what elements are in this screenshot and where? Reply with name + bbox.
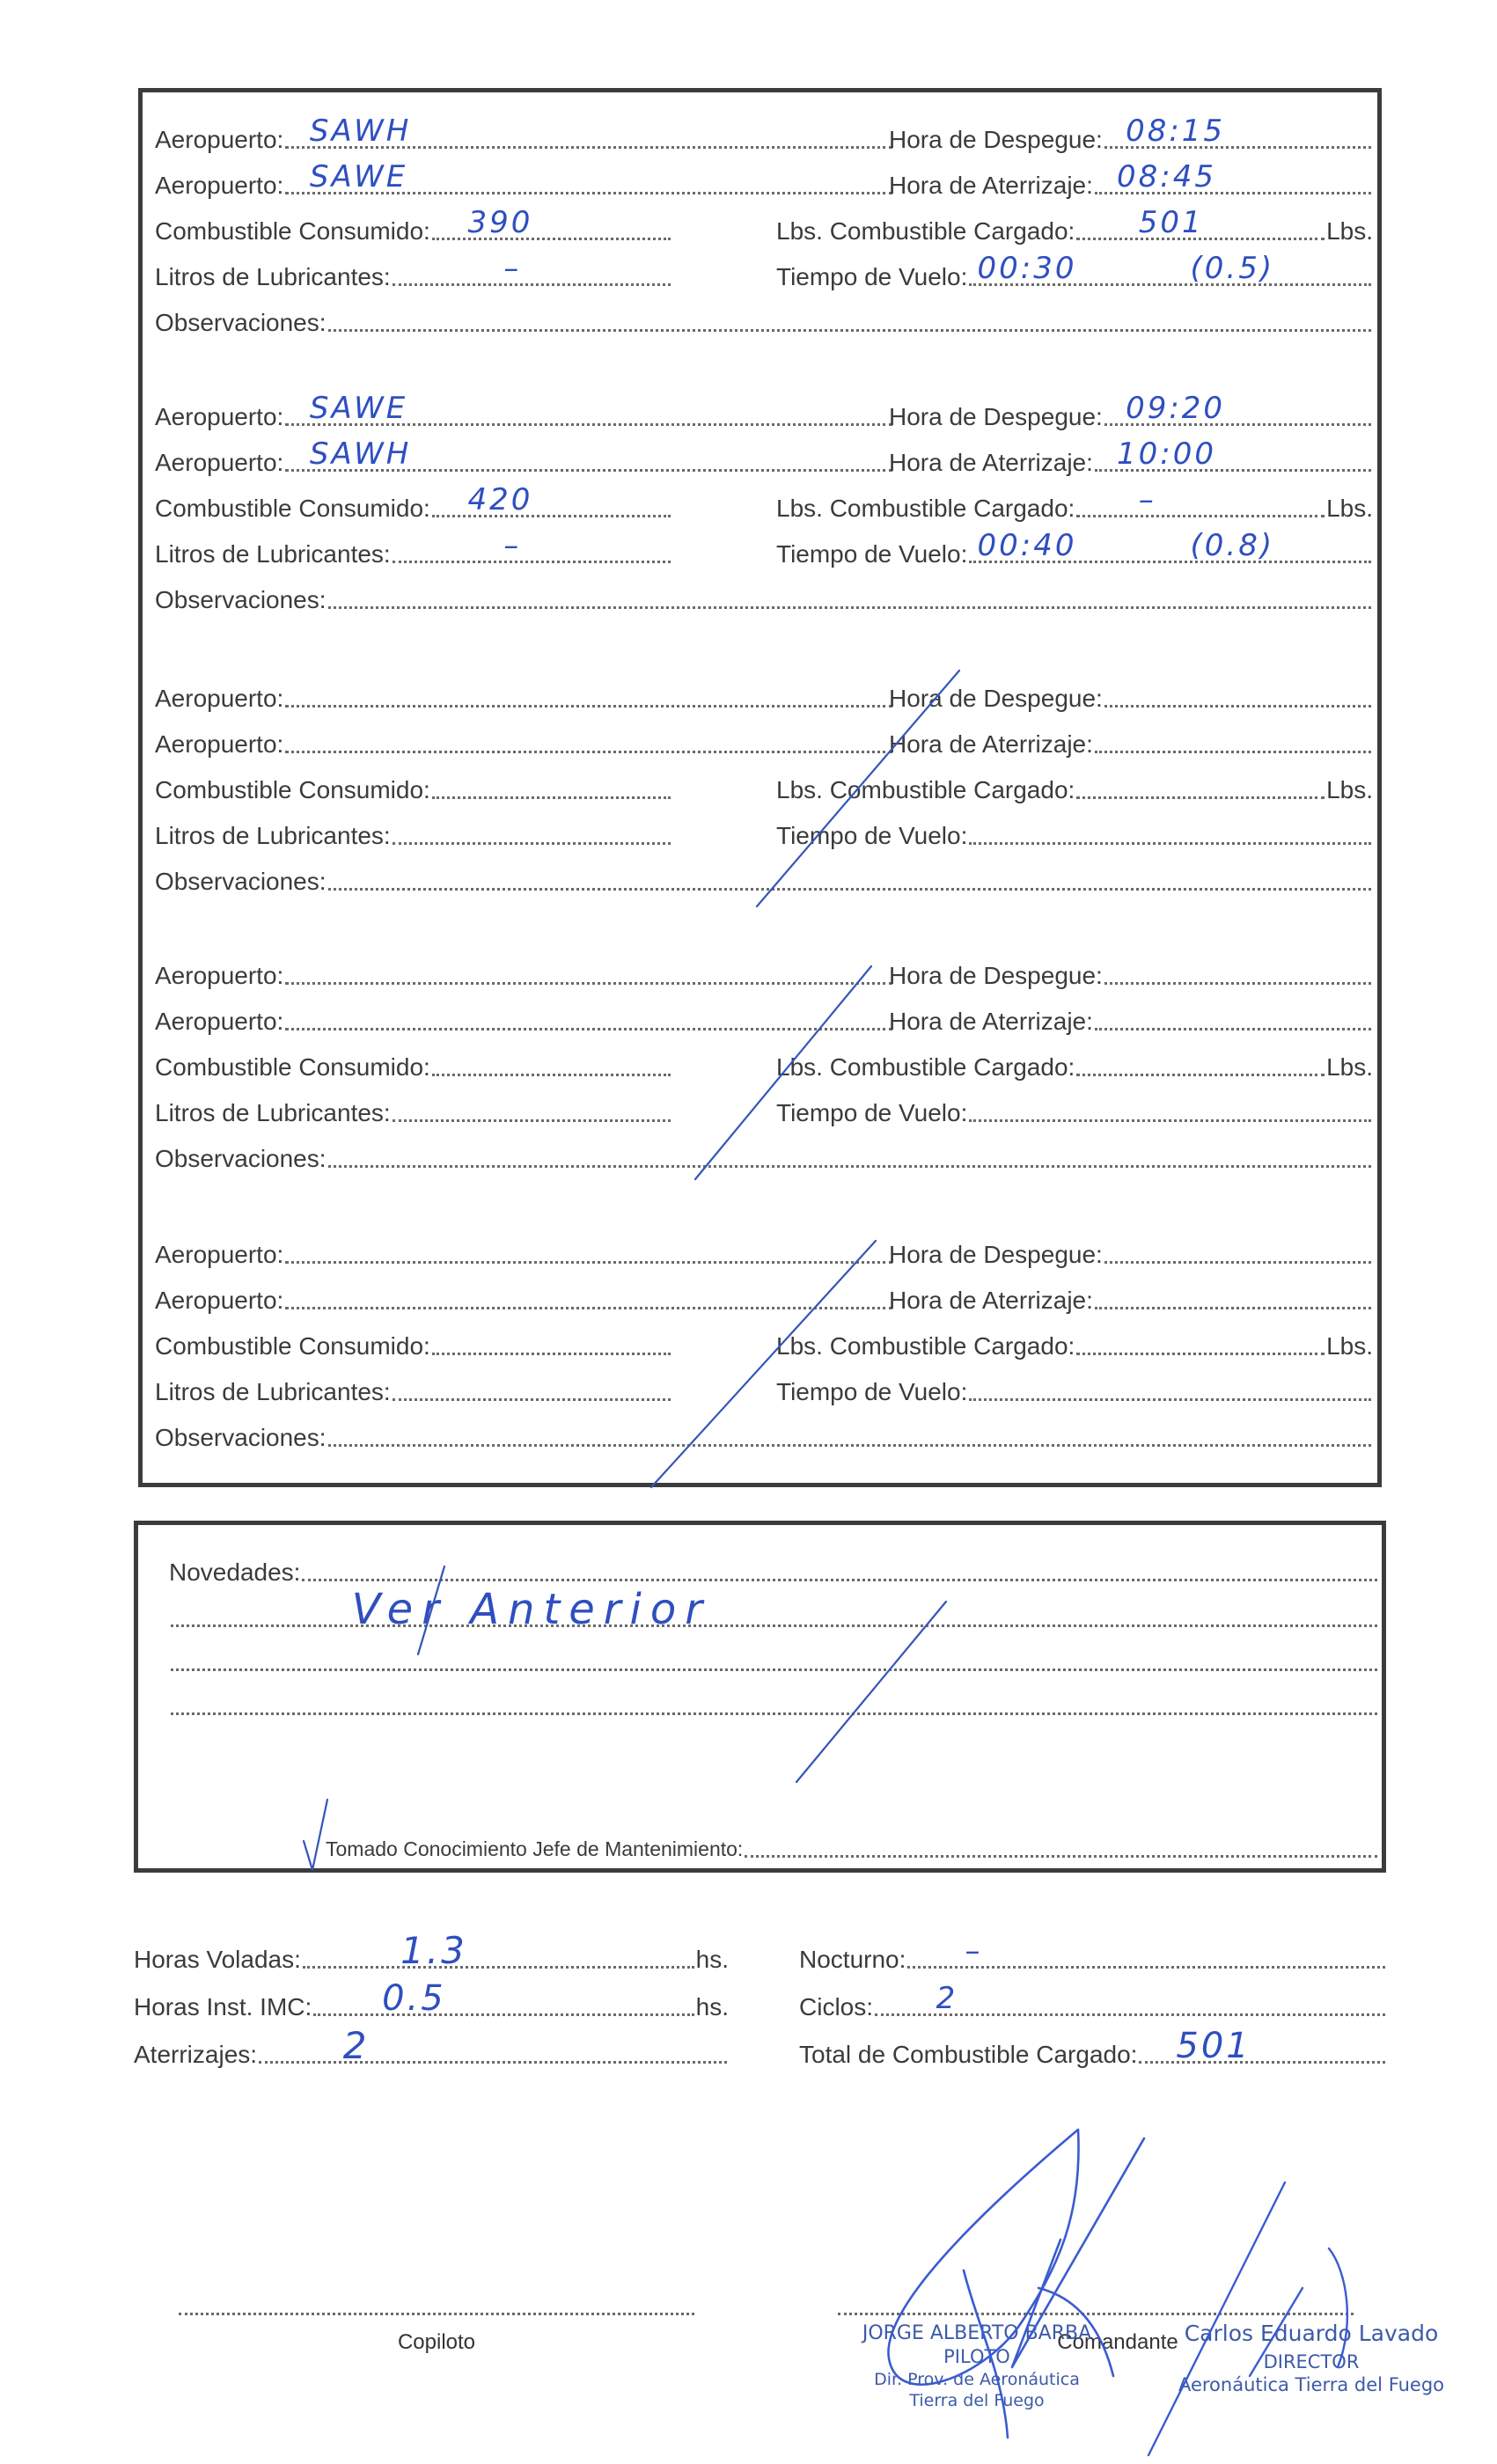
stamp-line: Dir. Prov. de Aeronáutica xyxy=(874,2370,1080,2389)
departure-field[interactable] xyxy=(1104,391,1371,426)
novedades-field[interactable] xyxy=(302,1552,1377,1581)
lbs-unit: Lbs. xyxy=(1326,217,1373,245)
stamp-line: Aeronáutica Tierra del Fuego xyxy=(1178,2374,1445,2395)
departure-label: Hora de Despegue: xyxy=(889,962,1103,989)
flight-time-label: Tiempo de Vuelo: xyxy=(776,1099,968,1126)
stamp-line: Tierra del Fuego xyxy=(909,2391,1045,2410)
novedades-label: Novedades: xyxy=(169,1558,301,1586)
fuel-loaded-row xyxy=(776,205,1373,245)
fuel-used-row xyxy=(155,1051,672,1081)
departure-label: Hora de Despegue: xyxy=(889,1241,1103,1268)
landing-label: Hora de Aterrizaje: xyxy=(889,730,1093,758)
airport-to-field[interactable] xyxy=(285,1280,892,1309)
night-field[interactable] xyxy=(907,1933,1385,1969)
landing-row xyxy=(889,159,1373,199)
lbs-unit: Lbs. xyxy=(1326,776,1373,803)
lbs-unit: Lbs. xyxy=(1326,1332,1373,1360)
hours-row xyxy=(134,1929,729,1973)
landing-field[interactable] xyxy=(1095,1001,1371,1030)
airport-from-value: SAWE xyxy=(309,391,408,426)
copilot-signature-line[interactable] xyxy=(179,2313,694,2315)
fuel-loaded-value: – xyxy=(1138,482,1156,517)
observations-field[interactable] xyxy=(328,862,1371,891)
maintenance-label: Tomado Conocimiento Jefe de Mantenimiento: xyxy=(326,1837,744,1860)
observations-field[interactable] xyxy=(328,580,1371,609)
stamp-line: DIRECTOR xyxy=(1263,2351,1360,2372)
departure-row xyxy=(889,959,1373,989)
novedades-line-2 xyxy=(169,1585,1379,1634)
airport-label: Aeropuerto: xyxy=(155,1008,284,1035)
observations-row xyxy=(155,1142,1373,1172)
cycles-field[interactable] xyxy=(875,1981,1385,2016)
landing-field[interactable] xyxy=(1095,159,1371,194)
observations-row xyxy=(155,865,1373,895)
flight-time-decimal: (0.8) xyxy=(1190,528,1275,563)
observations-field[interactable] xyxy=(328,1139,1371,1168)
fuel-loaded-field[interactable] xyxy=(1076,1047,1325,1076)
fuel-loaded-row xyxy=(776,1330,1373,1360)
flight-time-label: Tiempo de Vuelo: xyxy=(776,1378,968,1405)
stamp-line: JORGE ALBERTO BARBA xyxy=(862,2322,1092,2344)
flight-time-field[interactable] xyxy=(969,528,1371,563)
departure-row xyxy=(889,1238,1373,1268)
flight-time-row xyxy=(776,819,1373,849)
hours-field[interactable] xyxy=(303,1929,694,1972)
night-value: – xyxy=(965,1933,983,1969)
fuel-used-label: Combustible Consumido: xyxy=(155,776,430,803)
fuel-loaded-row xyxy=(776,774,1373,803)
novedades-line[interactable] xyxy=(171,1686,1377,1715)
lubricants-label: Litros de Lubricantes: xyxy=(155,263,391,290)
airport-label: Aeropuerto: xyxy=(155,1241,284,1268)
lubricants-row xyxy=(155,251,672,290)
departure-row xyxy=(889,114,1373,153)
landing-value: 08:45 xyxy=(1117,159,1216,194)
fuel-loaded-label: Lbs. Combustible Cargado: xyxy=(776,217,1075,245)
night-label: Nocturno: xyxy=(799,1946,906,1973)
departure-value: 08:15 xyxy=(1126,114,1226,149)
airport-from-row xyxy=(155,959,894,989)
fuel-used-label: Combustible Consumido: xyxy=(155,1332,430,1360)
fuel-used-value: 420 xyxy=(467,482,533,517)
landing-row xyxy=(889,436,1373,476)
departure-value: 09:20 xyxy=(1126,391,1226,426)
fuel-used-label: Combustible Consumido: xyxy=(155,217,430,245)
flight-time-field[interactable] xyxy=(969,1093,1371,1122)
imc-field[interactable] xyxy=(313,1978,693,2019)
total-fuel-label: Total de Combustible Cargado: xyxy=(799,2041,1138,2068)
flight-time-label: Tiempo de Vuelo: xyxy=(776,263,968,290)
lubricants-label: Litros de Lubricantes: xyxy=(155,1099,391,1126)
airport-to-row xyxy=(155,436,894,476)
director-signature xyxy=(1148,2182,1347,2455)
observations-label: Observaciones: xyxy=(155,1145,327,1172)
airport-from-field[interactable] xyxy=(285,1235,892,1264)
flight-time-value: 00:40 xyxy=(977,528,1077,563)
maintenance-field[interactable] xyxy=(745,1829,1377,1858)
fuel-used-label: Combustible Consumido: xyxy=(155,495,430,522)
observations-field[interactable] xyxy=(328,1418,1371,1447)
fuel-loaded-value: 501 xyxy=(1138,205,1204,240)
lubricants-field[interactable] xyxy=(393,528,671,563)
departure-row xyxy=(889,682,1373,712)
imc-row xyxy=(134,1978,729,2020)
observations-row xyxy=(155,1421,1373,1451)
fuel-used-field[interactable] xyxy=(432,205,671,240)
flight-time-row xyxy=(776,251,1373,290)
departure-label: Hora de Despegue: xyxy=(889,403,1103,430)
airport-from-field[interactable] xyxy=(285,956,892,985)
airport-to-value: SAWE xyxy=(309,159,408,194)
airport-label: Aeropuerto: xyxy=(155,449,284,476)
observations-field[interactable] xyxy=(328,303,1371,332)
landing-row xyxy=(889,728,1373,758)
fuel-used-row xyxy=(155,1330,672,1360)
lubricants-value: – xyxy=(503,251,522,286)
lbs-unit: Lbs. xyxy=(1326,495,1373,522)
departure-row xyxy=(889,391,1373,430)
airport-label: Aeropuerto: xyxy=(155,172,284,199)
stamp-line: PILOTO xyxy=(943,2346,1010,2367)
imc-label: Horas Inst. IMC: xyxy=(134,1993,312,2020)
landing-label: Hora de Aterrizaje: xyxy=(889,1008,1093,1035)
lubricants-label: Litros de Lubricantes: xyxy=(155,1378,391,1405)
imc-unit: hs. xyxy=(695,1993,729,2020)
landings-label: Aterrizajes: xyxy=(134,2041,258,2068)
landing-row xyxy=(889,1005,1373,1035)
fuel-used-field[interactable] xyxy=(432,482,671,517)
lubricants-field[interactable] xyxy=(393,1372,671,1401)
fuel-loaded-field[interactable] xyxy=(1076,1326,1325,1355)
departure-field[interactable] xyxy=(1104,1235,1371,1264)
fuel-used-value: 390 xyxy=(467,205,533,240)
landing-value: 10:00 xyxy=(1117,436,1216,472)
fuel-used-row xyxy=(155,205,672,245)
lubricants-label: Litros de Lubricantes: xyxy=(155,822,391,849)
airport-to-field[interactable] xyxy=(285,436,892,472)
total-fuel-value: 501 xyxy=(1176,2026,1251,2066)
departure-label: Hora de Despegue: xyxy=(889,126,1103,153)
flight-time-row xyxy=(776,1375,1373,1405)
total-fuel-row xyxy=(799,2026,1387,2068)
airport-from-row xyxy=(155,682,894,712)
airport-label: Aeropuerto: xyxy=(155,403,284,430)
observations-label: Observaciones: xyxy=(155,1424,327,1451)
observations-label: Observaciones: xyxy=(155,309,327,336)
cycles-value: 2 xyxy=(936,1981,958,2016)
landing-field[interactable] xyxy=(1095,724,1371,753)
landings-row xyxy=(134,2024,729,2068)
lubricants-row xyxy=(155,1375,672,1405)
novedades-row xyxy=(169,1556,1379,1586)
fuel-used-field[interactable] xyxy=(432,770,671,799)
airport-from-field[interactable] xyxy=(285,391,892,426)
landing-field[interactable] xyxy=(1095,1280,1371,1309)
total-fuel-field[interactable] xyxy=(1139,2026,1385,2066)
hours-unit: hs. xyxy=(695,1946,729,1973)
airport-to-row xyxy=(155,159,894,199)
novedades-line[interactable] xyxy=(171,1642,1377,1671)
flight-time-value: 00:30 xyxy=(977,251,1077,286)
novedades-line-4 xyxy=(169,1690,1379,1720)
airport-from-row xyxy=(155,1238,894,1268)
airport-label: Aeropuerto: xyxy=(155,962,284,989)
airport-to-row xyxy=(155,1005,894,1035)
fuel-used-row xyxy=(155,774,672,803)
copilot-label: Copiloto xyxy=(397,2330,476,2354)
airport-to-value: SAWH xyxy=(309,436,412,472)
airport-from-field[interactable] xyxy=(285,678,892,708)
airport-from-value: SAWH xyxy=(309,114,412,149)
flight-time-label: Tiempo de Vuelo: xyxy=(776,540,968,568)
landing-label: Hora de Aterrizaje: xyxy=(889,1287,1093,1314)
fuel-used-row xyxy=(155,482,672,522)
flight-time-label: Tiempo de Vuelo: xyxy=(776,822,968,849)
departure-field[interactable] xyxy=(1104,956,1371,985)
landings-field[interactable] xyxy=(259,2024,727,2067)
hours-label: Horas Voladas: xyxy=(134,1946,301,1973)
airport-to-field[interactable] xyxy=(285,724,892,753)
lubricants-row xyxy=(155,528,672,568)
fuel-loaded-label: Lbs. Combustible Cargado: xyxy=(776,776,1075,803)
fuel-loaded-row xyxy=(776,482,1373,522)
lubricants-row xyxy=(155,1096,672,1126)
airport-from-field[interactable] xyxy=(285,114,892,149)
airport-to-field[interactable] xyxy=(285,159,892,194)
airport-label: Aeropuerto: xyxy=(155,685,284,712)
fuel-used-field[interactable] xyxy=(432,1047,671,1076)
flight-time-decimal: (0.5) xyxy=(1190,251,1275,286)
airport-from-row xyxy=(155,391,894,430)
landing-field[interactable] xyxy=(1095,436,1371,472)
flight-time-field[interactable] xyxy=(969,816,1371,845)
lubricants-field[interactable] xyxy=(393,251,671,286)
airport-label: Aeropuerto: xyxy=(155,1287,284,1314)
lbs-unit: Lbs. xyxy=(1326,1053,1373,1081)
landing-label: Hora de Aterrizaje: xyxy=(889,172,1093,199)
departure-label: Hora de Despegue: xyxy=(889,685,1103,712)
landing-label: Hora de Aterrizaje: xyxy=(889,449,1093,476)
cycles-label: Ciclos: xyxy=(799,1993,874,2020)
observations-row xyxy=(155,306,1373,336)
fuel-loaded-field[interactable] xyxy=(1076,205,1325,240)
fuel-loaded-label: Lbs. Combustible Cargado: xyxy=(776,1053,1075,1081)
fuel-loaded-field[interactable] xyxy=(1076,482,1325,517)
flight-time-field[interactable] xyxy=(969,251,1371,286)
airport-to-row xyxy=(155,728,894,758)
airport-from-row xyxy=(155,114,894,153)
observations-label: Observaciones: xyxy=(155,868,327,895)
lubricants-row xyxy=(155,819,672,849)
airport-to-field[interactable] xyxy=(285,1001,892,1030)
flight-time-field[interactable] xyxy=(969,1372,1371,1401)
airport-label: Aeropuerto: xyxy=(155,730,284,758)
hours-value: 1.3 xyxy=(400,1929,467,1972)
maintenance-row xyxy=(326,1832,1379,1862)
airport-to-row xyxy=(155,1284,894,1314)
flight-time-row xyxy=(776,1096,1373,1126)
fuel-loaded-field[interactable] xyxy=(1076,770,1325,799)
commander-label: Comandante xyxy=(1057,2330,1178,2354)
novedades-line[interactable] xyxy=(171,1585,1377,1634)
lubricants-field[interactable] xyxy=(393,816,671,845)
cycles-row xyxy=(799,1981,1387,2020)
novedades-line-3 xyxy=(169,1646,1379,1676)
departure-field[interactable] xyxy=(1104,678,1371,708)
lubricants-field[interactable] xyxy=(393,1093,671,1122)
fuel-used-label: Combustible Consumido: xyxy=(155,1053,430,1081)
observations-label: Observaciones: xyxy=(155,586,327,613)
fuel-loaded-row xyxy=(776,1051,1373,1081)
landing-row xyxy=(889,1284,1373,1314)
novedades-text: Ver Anterior xyxy=(351,1585,711,1634)
fuel-used-field[interactable] xyxy=(432,1326,671,1355)
stamp-line: Carlos Eduardo Lavado xyxy=(1184,2321,1439,2346)
night-row xyxy=(799,1933,1387,1973)
departure-field[interactable] xyxy=(1104,114,1371,149)
flight-time-row xyxy=(776,528,1373,568)
observations-row xyxy=(155,583,1373,613)
landings-value: 2 xyxy=(342,2024,370,2067)
lubricants-value: – xyxy=(503,528,522,563)
fuel-loaded-label: Lbs. Combustible Cargado: xyxy=(776,495,1075,522)
airport-label: Aeropuerto: xyxy=(155,126,284,153)
imc-value: 0.5 xyxy=(382,1978,446,2019)
fuel-loaded-label: Lbs. Combustible Cargado: xyxy=(776,1332,1075,1360)
commander-signature-line[interactable] xyxy=(838,2313,1354,2315)
lubricants-label: Litros de Lubricantes: xyxy=(155,540,391,568)
